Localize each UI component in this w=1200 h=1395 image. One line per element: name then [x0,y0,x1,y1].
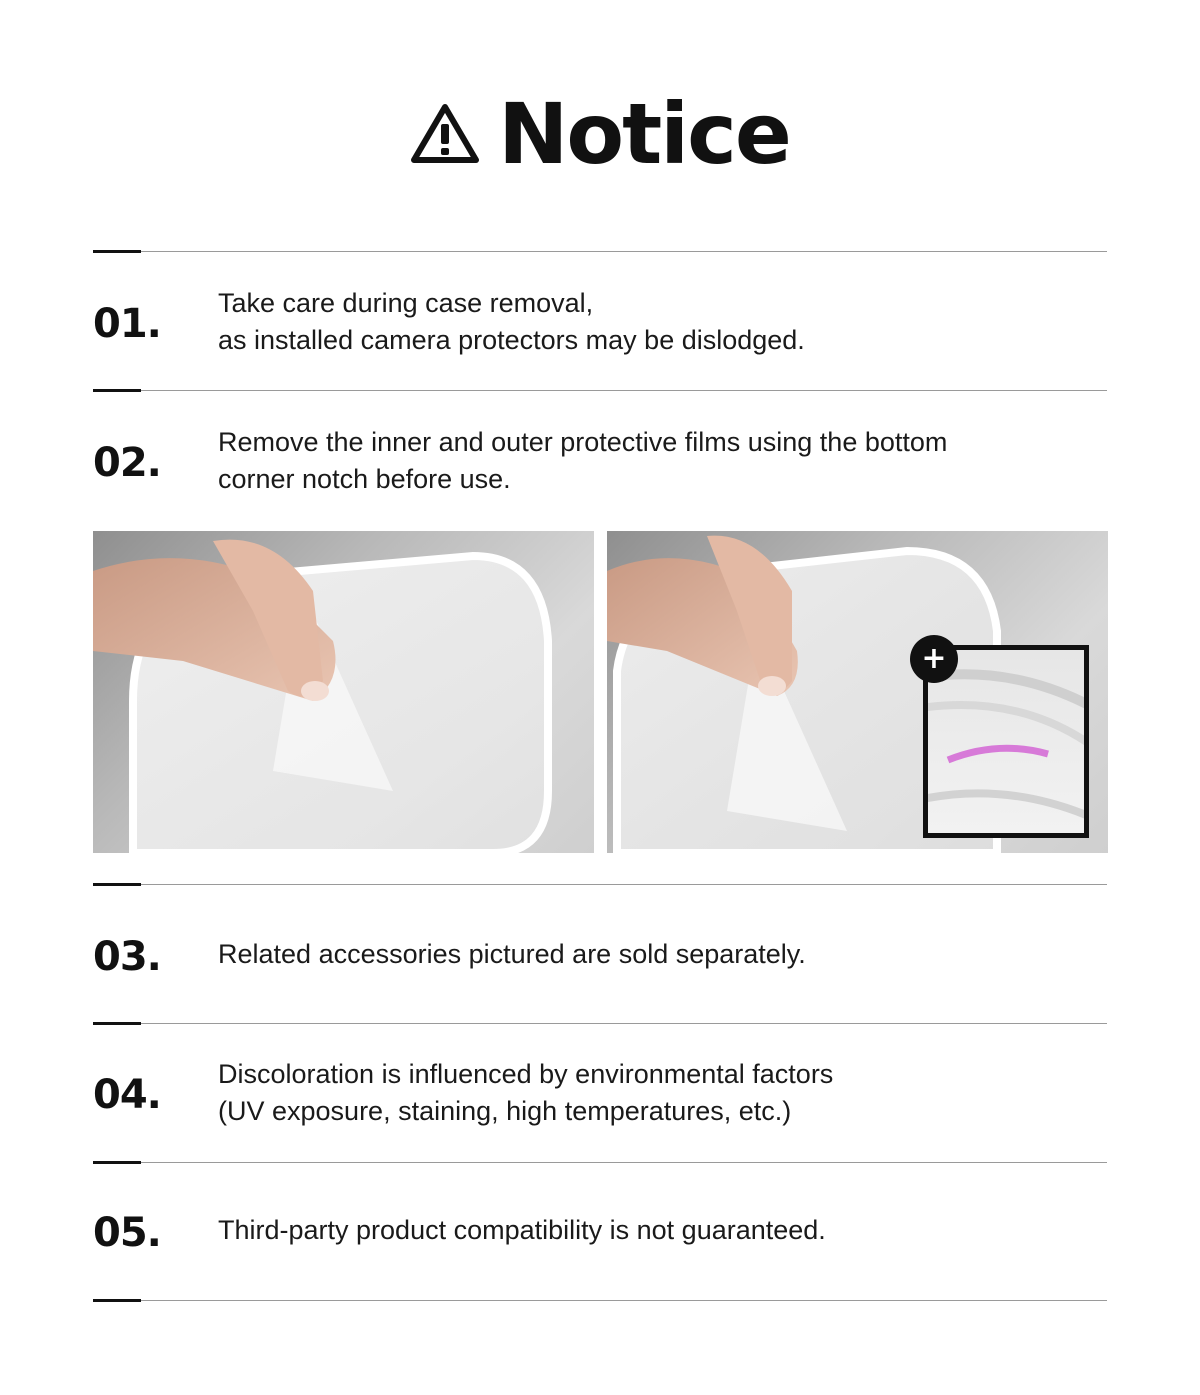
notice-text-05 [218,1212,1098,1249]
notice-number-01: 01. [93,301,161,347]
notice-text-04 [218,1056,1098,1130]
notice-line: Related accessories pictured are sold separately. [218,939,806,969]
divider [93,251,1107,252]
notice-header [0,85,1200,183]
notice-line: as installed camera protectors may be dislodged. [218,325,805,355]
divider [93,390,1107,391]
notice-number-02: 02. [93,440,161,486]
notice-text-01 [218,285,1098,359]
notice-line: Take care during case removal, [218,288,594,318]
film-removal-photo-left [93,531,594,853]
notice-line: corner notch before use. [218,464,511,494]
notice-line: (UV exposure, staining, high temperatures, etc.) [218,1096,792,1126]
plus-icon: + [910,635,958,683]
notice-line: Remove the inner and outer protective films using the bottom [218,427,948,457]
accent-ring [948,748,1048,760]
divider [93,1300,1107,1301]
notice-number-03: 03. [93,934,161,980]
notice-number-05: 05. [93,1210,161,1256]
divider [93,1023,1107,1024]
notice-text-03 [218,936,1098,973]
notice-text-02 [218,424,1098,498]
warning-triangle-icon [410,102,480,166]
page-title: Notice [498,85,790,183]
notice-line: Discoloration is influenced by environmental factors [218,1059,834,1089]
divider [93,884,1107,885]
notice-number-04: 04. [93,1072,161,1118]
notice-line: Third-party product compatibility is not guaranteed. [218,1215,826,1245]
divider [93,1162,1107,1163]
film-removal-photo-right [607,531,1108,853]
